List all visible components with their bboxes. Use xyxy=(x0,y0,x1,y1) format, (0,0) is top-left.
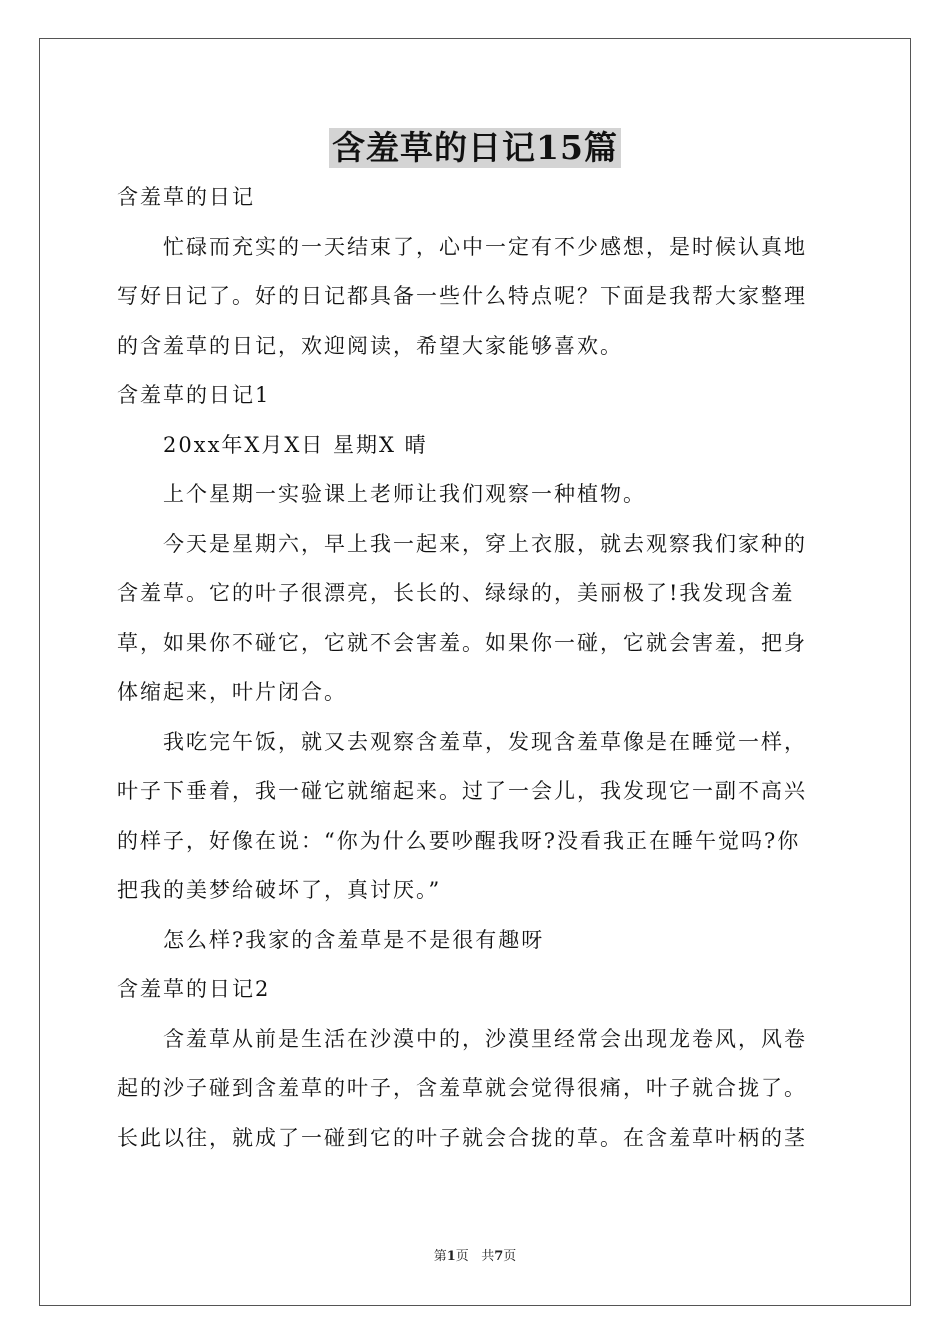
text-line: 含羞草的日记1 xyxy=(117,383,271,407)
text-line: 的样子，好像在说：“你为什么要吵醒我呀?没看我正在睡午觉吗?你 xyxy=(117,828,801,853)
page-prefix: 第 xyxy=(433,1249,447,1264)
total-page-count: 7 xyxy=(494,1249,504,1264)
text-line: 起的沙子碰到含羞草的叶子，含羞草就会觉得很痛，叶子就合拢了。 xyxy=(117,1076,807,1100)
text-line: 叶子下垂着，我一碰它就缩起来。过了一会儿，我发现它一副不高兴 xyxy=(117,779,807,803)
text-line: 上个星期一实验课上老师让我们观察一种植物。 xyxy=(163,482,646,506)
text-line: 我吃完午饭，就又去观察含羞草，发现含羞草像是在睡觉一样， xyxy=(163,729,807,754)
text-line: 怎么样?我家的含羞草是不是很有趣呀 xyxy=(163,927,545,952)
text-line: 把我的美梦给破坏了，真讨厌。” xyxy=(117,878,442,902)
document-body xyxy=(117,173,833,1163)
page-suffix: 页 xyxy=(455,1249,469,1264)
text-line: 含羞草。它的叶子很漂亮，长长的、绿绿的，美丽极了!我发现含羞 xyxy=(117,581,795,605)
total-prefix: 共 xyxy=(481,1249,495,1264)
text-line: 含羞草的日记2 xyxy=(117,977,271,1001)
current-page-number: 1 xyxy=(446,1249,456,1264)
text-line: 写好日记了。好的日记都具备一些什么特点呢？下面是我帮大家整理 xyxy=(117,284,807,308)
title-container xyxy=(0,128,950,168)
text-line: 忙碌而充实的一天结束了，心中一定有不少感想，是时候认真地 xyxy=(163,234,807,259)
text-line: 20xx年X月X日 星期X 晴 xyxy=(163,432,428,457)
text-line: 体缩起来，叶片闭合。 xyxy=(117,680,347,704)
page-footer xyxy=(0,1245,950,1264)
total-suffix: 页 xyxy=(503,1249,517,1264)
text-line: 草，如果你不碰它，它就不会害羞。如果你一碰，它就会害羞，把身 xyxy=(117,630,807,655)
text-line: 含羞草的日记 xyxy=(117,185,255,209)
text-line: 的含羞草的日记，欢迎阅读，希望大家能够喜欢。 xyxy=(117,333,623,358)
text-line: 长此以往，就成了一碰到它的叶子就会合拢的草。在含羞草叶柄的茎 xyxy=(117,1125,807,1150)
document-title: 含羞草的日记15篇 xyxy=(329,128,621,168)
text-line: 今天是星期六，早上我一起来，穿上衣服，就去观察我们家种的 xyxy=(163,531,807,556)
text-line: 含羞草从前是生活在沙漠中的，沙漠里经常会出现龙卷风，风卷 xyxy=(163,1026,807,1051)
